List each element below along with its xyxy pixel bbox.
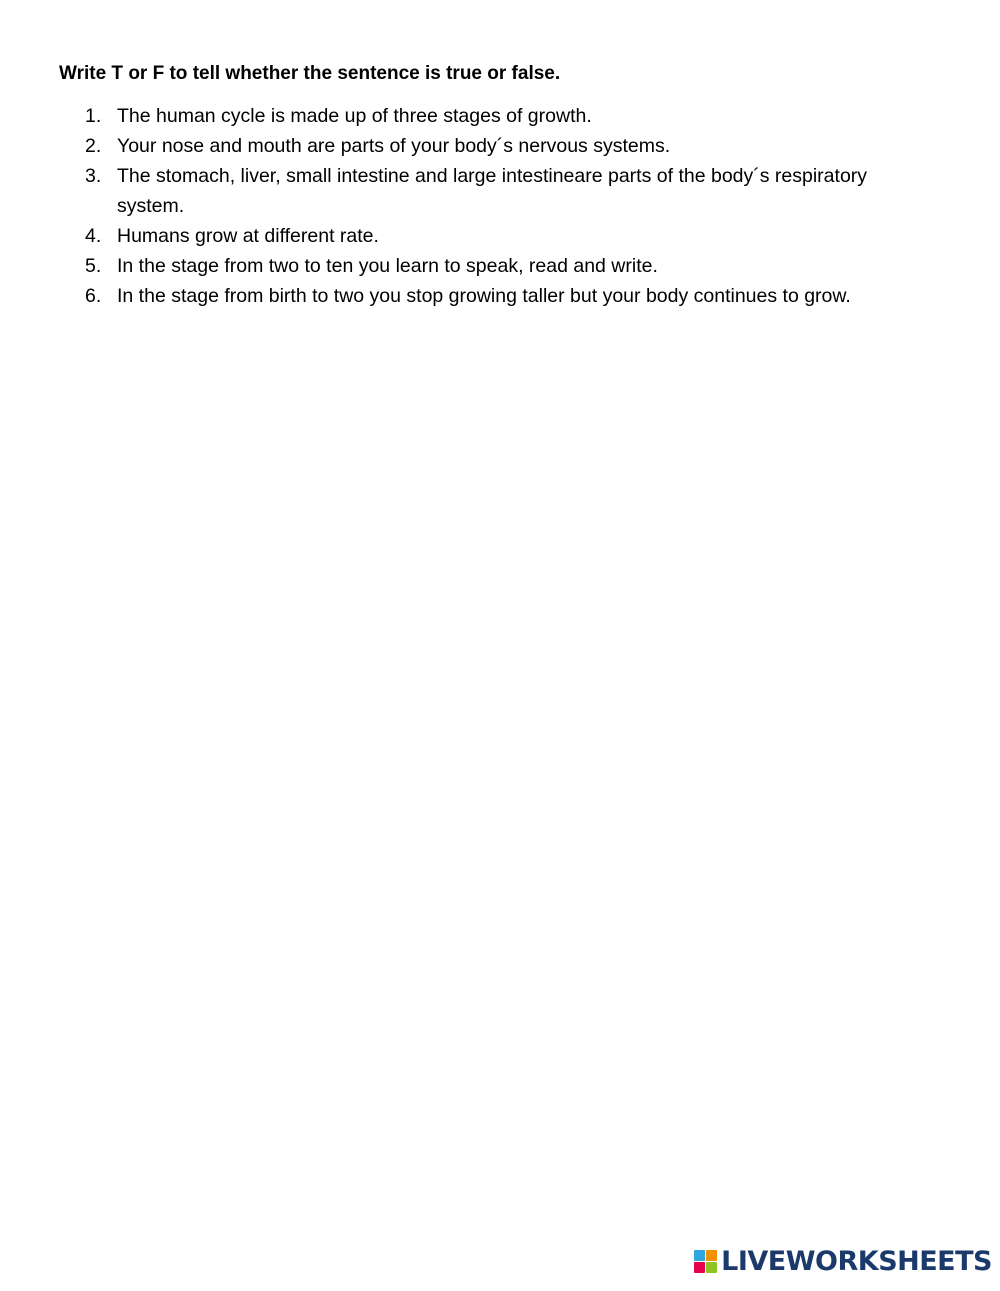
logo-square-orange bbox=[706, 1250, 717, 1261]
logo-square-blue bbox=[694, 1250, 705, 1261]
question-item bbox=[85, 161, 955, 221]
question-item bbox=[85, 131, 955, 161]
liveworksheets-logo-icon bbox=[694, 1250, 718, 1274]
question-number: 3. bbox=[85, 165, 102, 187]
question-list bbox=[85, 101, 955, 311]
question-text: Your nose and mouth are parts of your body´s nervous systems. bbox=[117, 135, 671, 157]
question-text: The human cycle is made up of three stages of growth. bbox=[117, 105, 592, 127]
question-item bbox=[85, 101, 955, 131]
question-number: 6. bbox=[85, 285, 102, 307]
question-text: The stomach, liver, small intestine and large intestineare parts of the body´s respiratory system. bbox=[117, 165, 868, 217]
logo-square-green bbox=[706, 1262, 717, 1273]
question-number: 5. bbox=[85, 255, 102, 277]
logo-square-red bbox=[694, 1262, 705, 1273]
liveworksheets-logo-text: LIVEWORKSHEETS bbox=[721, 1246, 992, 1277]
question-item bbox=[85, 281, 955, 311]
liveworksheets-brand bbox=[694, 1247, 992, 1277]
question-text: Humans grow at different rate. bbox=[117, 225, 379, 247]
question-text: In the stage from two to ten you learn to speak, read and write. bbox=[117, 255, 658, 277]
question-number: 4. bbox=[85, 225, 102, 247]
instruction-heading: Write T or F to tell whether the sentence is true or false. bbox=[59, 63, 561, 84]
question-number: 1. bbox=[85, 105, 102, 127]
question-text: In the stage from birth to two you stop growing taller but your body continues to grow. bbox=[117, 285, 851, 307]
question-item bbox=[85, 221, 955, 251]
question-number: 2. bbox=[85, 135, 102, 157]
question-item bbox=[85, 251, 955, 281]
